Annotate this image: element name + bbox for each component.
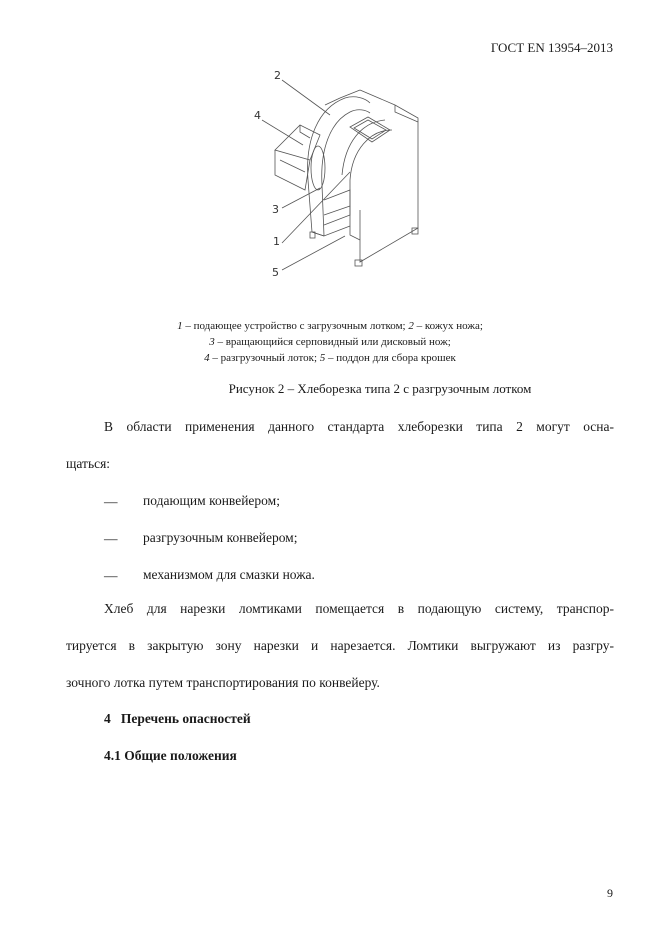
- list-item-2: разгрузочным конвейером;: [143, 530, 298, 545]
- section-heading-4-1: 4.1 Общие положения: [104, 748, 237, 763]
- list-item-3: механизмом для смазки ножа.: [143, 567, 315, 582]
- callout-4: 4: [254, 109, 261, 122]
- list-dash-2: —: [104, 531, 118, 546]
- bread-slicer-drawing: [245, 62, 430, 277]
- callout-1: 1: [273, 235, 280, 248]
- figure-caption: Рисунок 2 – Хлеборезка типа 2 с разгрузочным лотком: [228, 381, 532, 396]
- figure-legend-line-1: 1 – подающее устройство с загрузочным лотком; 2 – кожух ножа;: [177, 320, 483, 332]
- document-header: ГОСТ EN 13954–2013: [490, 40, 613, 55]
- para-line-1: Хлеб для нарезки ломтиками помещается в подающую систему, транспор-: [104, 601, 614, 616]
- figure-legend-line-2: 3 – вращающийся серповидный или дисковый нож;: [209, 336, 451, 348]
- list-dash-1: —: [104, 494, 118, 509]
- list-dash-3: —: [104, 568, 118, 583]
- section-heading-4: 4 Перечень опасностей: [104, 711, 251, 726]
- callout-2: 2: [274, 69, 281, 82]
- callout-3: 3: [272, 203, 279, 216]
- para-line-2: тируется в закрытую зону нарезки и нарезается. Ломтики выгружают из разгру-: [66, 638, 614, 653]
- para-line-3: зочного лотка путем транспортирования по конвейеру.: [66, 675, 380, 690]
- callout-5: 5: [272, 266, 279, 277]
- list-item-1: подающим конвейером;: [143, 493, 280, 508]
- intro-line-1: В области применения данного стандарта хлеборезки типа 2 могут осна-: [104, 419, 614, 434]
- page-number: 9: [607, 886, 613, 900]
- intro-line-2: щаться:: [66, 456, 111, 471]
- figure-legend-line-3: 4 – разгрузочный лоток; 5 – поддон для сбора крошек: [204, 352, 456, 364]
